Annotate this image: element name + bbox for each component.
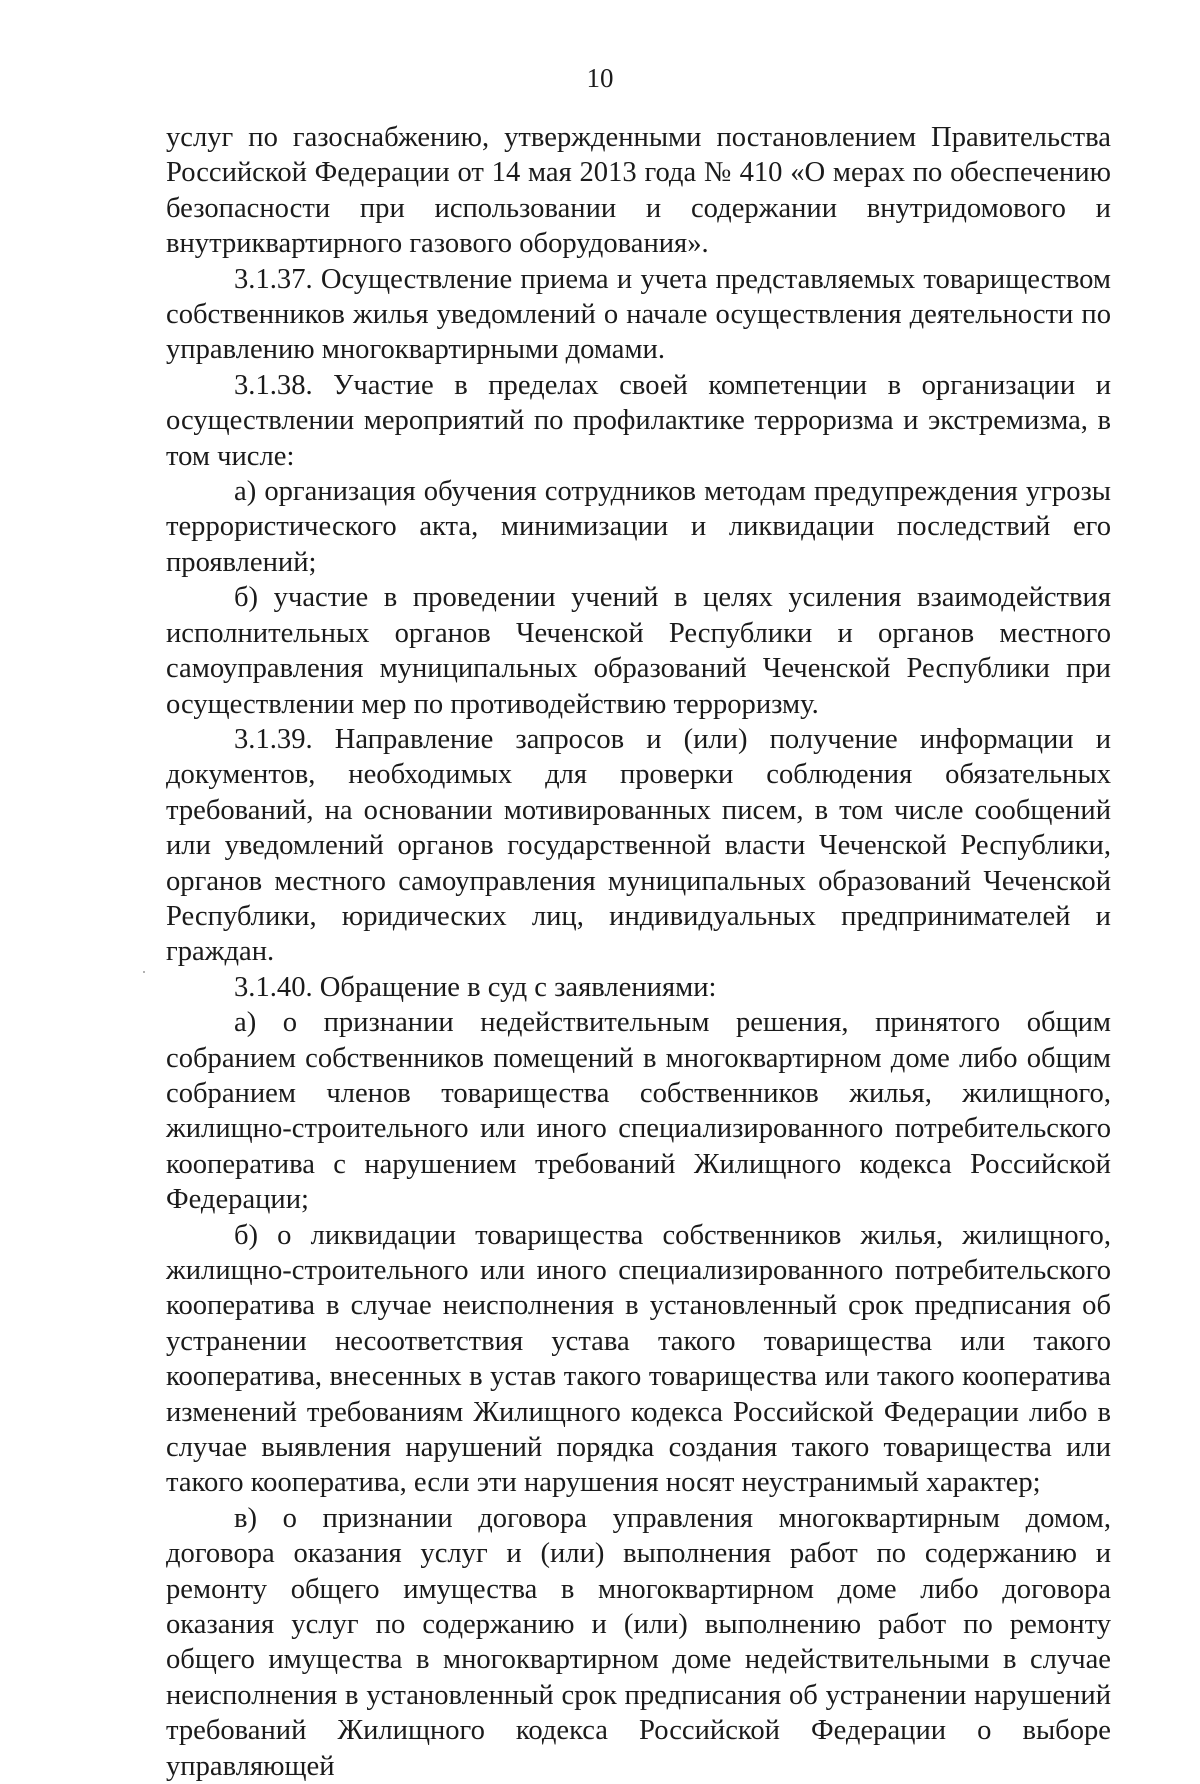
- paragraph-3-1-40-v: в) о признании договора управления многоквартирным домом, договора оказания услуг и (или) выполнения работ по содержанию и ремонту общего имущества в многоквартирном доме либо договора оказания услуг по содержанию и (или) выполнению работ по ремонту общего имущества в многоквартирном доме недействительными в случае неисполнения в установленный срок предписания об устранении нарушений требований Жилищного кодекса Российской Федерации о выборе управляющей: [166, 1502, 1111, 1782]
- paragraph-3-1-39: 3.1.39. Направление запросов и (или) получение информации и документов, необходимых для проверки соблюдения обязательных требований, на основании мотивированных писем, в том числе сообщений или уведомлений органов государственной власти Чеченской Республики, органов местного самоуправления муниципальных образований Чеченской Республики, юридических лиц, индивидуальных предпринимателей и граждан.: [166, 723, 1111, 968]
- paragraph-gas-supply-continuation: услуг по газоснабжению, утвержденными постановлением Правительства Российской Федерации от 14 мая 2013 года № 410 «О мерах по обеспечению безопасности при использовании и содержании внутридомового и внутриквартирного газового оборудования».: [166, 122, 1111, 260]
- page-number: 10: [586, 63, 614, 93]
- paragraph-3-1-38: 3.1.38. Участие в пределах своей компетенции в организации и осуществлении мероприятий по профилактике терроризма и экстремизма, в том числе:: [166, 369, 1111, 472]
- scan-speck: [143, 971, 145, 973]
- paragraph-3-1-37: 3.1.37. Осуществление приема и учета представляемых товариществом собственников жилья уведомлений о начале осуществления деятельности по управлению многоквартирными домами.: [166, 263, 1111, 366]
- paragraph-3-1-40-a: а) о признании недействительным решения, принятого общим собранием собственников помещений в многоквартирном доме либо общим собранием членов товарищества собственников жилья, жилищного, жилищно-строительного или иного специализированного потребительского кооператива с нарушением требований Жилищного кодекса Российской Федерации;: [166, 1007, 1111, 1216]
- paragraph-3-1-38-b: б) участие в проведении учений в целях усиления взаимодействия исполнительных органов Чеченской Республики и органов местного самоуправления муниципальных образований Чеченской Республики при осуществлении мер по противодействию терроризму.: [166, 582, 1111, 720]
- paragraph-3-1-38-a: а) организация обучения сотрудников методам предупреждения угрозы террористического акта, минимизации и ликвидации последствий его проявлений;: [166, 476, 1111, 578]
- paragraph-3-1-40: 3.1.40. Обращение в суд с заявлениями:: [234, 971, 717, 1003]
- document-body: [166, 120, 1111, 1784]
- paragraph-3-1-40-b: б) о ликвидации товарищества собственников жилья, жилищного, жилищно-строительного или иного специализированного потребительского кооператива в случае неисполнения в установленный срок предписания об устранении несоответствия устава такого товарищества или такого кооператива, внесенных в устав такого товарищества или такого кооператива изменений требованиям Жилищного кодекса Российской Федерации либо в случае выявления нарушений порядка создания такого товарищества или такого кооператива, если эти нарушения носят неустранимый характер;: [166, 1219, 1111, 1499]
